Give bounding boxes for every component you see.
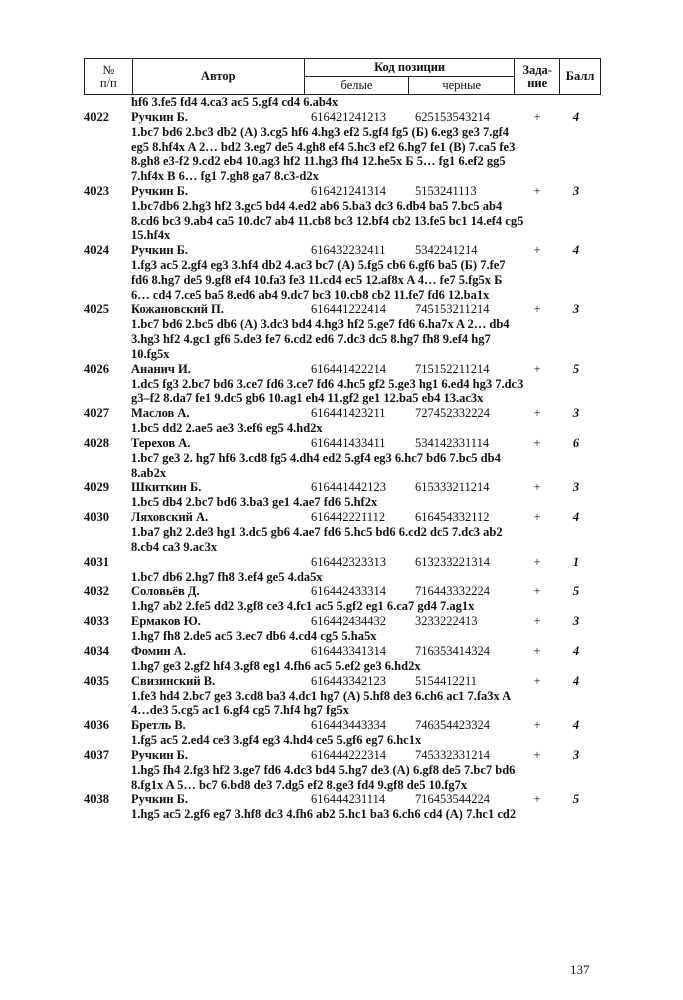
entry-number: 4025 [84, 302, 109, 317]
entry-moves [131, 451, 601, 481]
moves-line: 1.hg5 ac5 2.gf6 eg7 3.hf8 dc3 4.fh6 ab2 5.hc1 ba3 6.ch6 cd4 (A) 7.hc1 cd2 [131, 807, 517, 822]
entry-white-code: 616441423211 [311, 406, 386, 420]
entry-white-code: 616442433314 [311, 584, 386, 599]
entry-moves [131, 495, 601, 510]
moves-line: 1.hg5 fh4 2.fg3 hf2 3.ge7 fd6 4.dc3 bd4 5.hg7 de3 (A) 6.gf8 de5 7.bc7 bd6 [131, 762, 516, 777]
moves-line: g3–f2 8.da7 fe1 9.dc5 gb6 10.ag1 eh4 11.gf2 ge1 12.ba5 eb4 13.ac3x [131, 391, 484, 406]
moves-line: 1.bc7 db6 2.hg7 fh8 3.ef4 ge5 4.da5x [131, 569, 323, 584]
entry-white-code: 616442323313 [311, 554, 386, 569]
entry-task: + [533, 480, 541, 495]
entry-header-row [84, 109, 601, 125]
moves-line: eg5 8.hf4x A 2… bd2 3.eg7 de5 4.gh8 ef4 5.hc3 ef2 6.hg7 fe1 (B) 7.ca5 fe3 [131, 139, 516, 154]
entry-black-code: 534142331114 [415, 435, 490, 450]
entry-moves [131, 629, 601, 644]
entry-number: 4035 [84, 673, 109, 688]
entry-task: + [533, 614, 541, 628]
entry-black-code: 613233221314 [415, 554, 490, 569]
entry-header-row [84, 406, 601, 421]
entry-header-row [84, 614, 601, 629]
entry-white-code: 616441442123 [311, 480, 386, 495]
header-num-sub: п/п [99, 75, 117, 90]
entry-task: + [533, 718, 541, 732]
entry-score: 5 [572, 584, 580, 599]
entry-black-code: 5153241113 [415, 183, 477, 198]
entry-header-row [84, 361, 601, 377]
table-header [84, 58, 601, 95]
entry-number: 4022 [84, 109, 109, 124]
entry [84, 554, 601, 585]
moves-line: 4…de3 5.cg5 ac1 6.gf4 cg5 7.hf4 hg7 fg5x [131, 703, 350, 718]
moves-line: 1.ba7 gh2 2.de3 hg1 3.dc5 gb6 4.ae7 fd6 5.hc5 bd6 6.cd2 dc5 7.dc3 ab2 [131, 525, 503, 539]
header-task-line1: Зада- [522, 62, 552, 77]
entry-moves [131, 525, 601, 555]
entry-number: 4038 [84, 792, 109, 807]
moves-line: fd6 8.hg7 de5 9.gf8 ef4 10.fa3 fe3 11.cd4 ec5 12.af8x A 4… fe7 5.fg5x Б [131, 272, 503, 287]
moves-line: 3.hg3 hf2 4.gc1 gf6 5.de3 fe7 6.cd2 ed6 7.dc3 dc5 8.hg7 fh8 9.ef4 hg7 [131, 332, 491, 346]
entry-task: + [533, 435, 541, 450]
entry-author: Кожановский П. [131, 302, 224, 317]
entry-number: 4029 [84, 480, 109, 495]
entry-number: 4028 [84, 435, 109, 450]
entry-score: 5 [572, 792, 580, 807]
moves-line: 1.bc7 ge3 2. hg7 hf6 3.cd8 fg5 4.dh4 ed2 5.gf4 eg3 6.hc7 bd6 7.bc5 db4 [131, 450, 501, 465]
moves-line: 8.cd6 bc3 9.ab4 ca5 10.dc7 ab4 11.cb8 bc3 12.bf4 cb2 13.fe5 bc1 14.ef4 cg5 [131, 213, 524, 228]
entry-white-code: 616444231114 [311, 792, 386, 807]
entry-header-row [84, 747, 601, 763]
entry-header-row [84, 584, 601, 599]
moves-line: 8.ab2x [131, 465, 167, 480]
entry-black-code: 715152211214 [415, 361, 490, 376]
moves-line: 1.fe3 hd4 2.bc7 ge3 3.cd8 ba3 4.dc1 hg7 (A) 5.hf8 de3 6.ch6 ac1 7.fa3x A [131, 688, 512, 703]
entry [84, 243, 601, 302]
entry-score: 1 [572, 554, 580, 569]
moves-line: 1.hg7 ab2 2.fe5 dd2 3.gf8 ce3 4.fc1 ac5 5.gf2 eg1 6.ca7 gd4 7.ag1x [131, 599, 475, 614]
entry [84, 361, 601, 407]
entry-author: Ручкин Б. [131, 183, 189, 198]
moves-line: 1.bc7db6 2.hg3 hf2 3.gc5 bd4 4.ed2 ab6 5.ba3 dc3 6.db4 ba5 7.bc5 ab4 [131, 198, 503, 213]
moves-line: 1.hg7 ge3 2.gf2 hf4 3.gf8 eg1 4.fh6 ac5 5.ef2 ge3 6.hd2x [131, 658, 421, 673]
entry-author: Свизинский В. [131, 673, 216, 688]
entry-task: + [533, 554, 541, 569]
entry-white-code: 616443341314 [311, 643, 386, 658]
entry [84, 673, 601, 719]
entry-moves [131, 125, 601, 184]
header-white: белые [304, 77, 408, 95]
entry-moves [131, 733, 601, 748]
entry-author: Ручкин Б. [131, 792, 189, 807]
entry-task: + [533, 361, 541, 376]
entry-number: 4026 [84, 361, 109, 376]
entry-number: 4030 [84, 510, 109, 524]
moves-line: 1.dc5 fg3 2.bc7 bd6 3.ce7 fd6 3.ce7 fd6 4.hc5 gf2 5.ge3 hg1 6.ed4 hg3 7.dc3 [131, 376, 524, 391]
entry-white-code: 616432232411 [311, 243, 386, 257]
moves-line: 15.hf4x [131, 228, 171, 243]
entry-number: 4034 [84, 643, 109, 658]
entry-header-row [84, 673, 601, 689]
moves-line: 7.hf4x B 6… fg1 7.gh8 ga7 8.c3-d2x [131, 169, 319, 183]
entry-header-row [84, 718, 601, 733]
entry-author: Ручкин Б. [131, 109, 189, 124]
entry-white-code: 616421241213 [311, 109, 386, 124]
moves-line: 1.fg3 ac5 2.gf4 eg3 3.hf4 db2 4.ac3 bc7 (A) 5.fg5 cb6 6.gf6 ba5 (Б) 7.fe7 [131, 258, 506, 272]
page-number: 137 [570, 962, 590, 977]
entry [84, 109, 601, 184]
entry-author: Терехов А. [131, 435, 191, 450]
entry-score: 5 [572, 361, 580, 376]
entry-header-row [84, 435, 601, 451]
entry-task: + [533, 406, 541, 420]
entry-score: 3 [572, 406, 580, 420]
entry-moves [131, 421, 601, 436]
entry-author: Ручкин Б. [131, 243, 189, 257]
moves-line: 1.bc5 db4 2.bc7 bd6 3.ba3 ge1 4.ae7 fd6 5.hf2x [131, 495, 378, 510]
entry [84, 747, 601, 793]
entry-number: 4031 [84, 554, 109, 569]
entry-task: + [533, 584, 541, 599]
entry-score: 4 [572, 643, 580, 658]
entry-score: 6 [572, 435, 580, 450]
entry-black-code: 5342241214 [415, 243, 478, 257]
entry-score: 3 [572, 183, 580, 198]
entry [84, 435, 601, 481]
entry-author: Шкиткин Б. [131, 480, 202, 495]
moves-line: 1.bc7 bd6 2.bc5 db6 (A) 3.dc3 bd4 4.hg3 hf2 5.ge7 fd6 6.ha7x A 2… db4 [131, 317, 510, 332]
entry-task: + [533, 792, 541, 807]
entry-score: 4 [572, 109, 580, 124]
entry-author: Ручкин Б. [131, 747, 189, 762]
moves-line: 1.hg7 fh8 2.de5 ac5 3.ec7 db6 4.cd4 cg5 5.ha5x [131, 629, 377, 643]
entry-task: + [533, 183, 541, 198]
entry [84, 302, 601, 361]
entry-header-row [84, 480, 601, 495]
entry-header-row [84, 792, 601, 807]
entry-header-row [84, 183, 601, 199]
header-score: Балл [560, 59, 601, 95]
entry-white-code: 616441422214 [311, 361, 386, 376]
entry-score: 4 [572, 510, 580, 524]
entry-number: 4037 [84, 747, 109, 762]
entry-moves [131, 807, 601, 822]
entry-header-row [84, 302, 601, 317]
continued-moves: hf6 3.fe5 fd4 4.ca3 ac5 5.gf4 cd4 6.ab4x [131, 95, 339, 109]
entry-score: 3 [572, 747, 580, 762]
entry-task: + [533, 109, 541, 124]
entry-score: 3 [572, 480, 580, 495]
entry-black-code: 615333211214 [415, 480, 490, 495]
entry-task: + [533, 673, 541, 688]
entry-white-code: 616443443334 [311, 718, 386, 732]
entry [84, 183, 601, 243]
entry-header-row [84, 643, 601, 659]
entry-author: Соловьёв Д. [131, 584, 200, 599]
entry [84, 406, 601, 436]
entry-score: 4 [572, 243, 580, 257]
entry-moves [131, 317, 601, 361]
entry-black-code: 727452332224 [415, 406, 490, 420]
header-author: Автор [132, 59, 304, 95]
header-code: Код позиции [304, 59, 514, 77]
header-task-line2: ние [527, 75, 548, 90]
entry-author: Ляховский А. [131, 510, 209, 524]
entry-white-code: 616442221112 [311, 510, 386, 524]
entry-score: 4 [572, 673, 580, 688]
entry-black-code: 716353414324 [415, 643, 490, 658]
moves-line: 6… cd4 7.ce5 ba5 8.ed6 ab4 9.dc7 bc3 10.cb8 cb2 11.fe7 fd6 12.ba1x [131, 287, 490, 302]
entry-header-row [84, 243, 601, 258]
entry-white-code: 616441433411 [311, 435, 386, 450]
entries-list [84, 95, 601, 822]
entry [84, 643, 601, 674]
entry-black-code: 745153211214 [415, 302, 490, 317]
entry-moves [131, 377, 601, 407]
moves-line: 1.bc5 dd2 2.ae5 ae3 3.ef6 eg5 4.hd2x [131, 421, 323, 435]
entry-moves [131, 659, 601, 674]
entry [84, 510, 601, 555]
entry-header-row [84, 510, 601, 525]
entry-number: 4023 [84, 183, 109, 198]
entry [84, 718, 601, 748]
entry-task: + [533, 747, 541, 762]
entry-header-row [84, 554, 601, 570]
entry-white-code: 616421241314 [311, 183, 386, 198]
entries-container [84, 109, 601, 822]
entry-number: 4032 [84, 584, 109, 599]
entry-black-code: 716443332224 [415, 584, 490, 599]
entry-white-code: 616441222414 [311, 302, 386, 317]
entry-score: 4 [572, 718, 580, 732]
entry-white-code: 616442434432 [311, 614, 386, 628]
entry-author: Ермаков Ю. [131, 614, 201, 628]
entry [84, 614, 601, 644]
entry [84, 480, 601, 510]
entry-task: + [533, 510, 541, 524]
entry-author: Бретль В. [131, 718, 186, 732]
header-black: черные [409, 77, 515, 95]
entry-number: 4033 [84, 614, 109, 628]
entry-black-code: 616454332112 [415, 510, 490, 524]
entry-task: + [533, 243, 541, 257]
entry-moves [131, 199, 601, 243]
entry-black-code: 625153543214 [415, 109, 490, 124]
entry-score: 3 [572, 302, 580, 317]
entry-moves [131, 570, 601, 585]
entry-black-code: 3233222413 [415, 614, 478, 628]
header-num: № [102, 62, 115, 77]
entry-number: 4024 [84, 243, 109, 257]
entry-black-code: 745332331214 [415, 747, 490, 762]
entry-white-code: 616444222314 [311, 747, 386, 762]
entry-author: Маслов А. [131, 406, 190, 420]
entry [84, 792, 601, 822]
header-num-cell [85, 59, 133, 95]
header-task-cell [515, 59, 560, 95]
entry-black-code: 716453544224 [415, 792, 490, 807]
entry-task: + [533, 643, 541, 658]
moves-line: 1.fg5 ac5 2.ed4 ce3 3.gf4 eg3 4.hd4 ce5 5.gf6 eg7 6.hc1x [131, 733, 422, 747]
entry-moves [131, 763, 601, 793]
moves-line: 8.gh8 e3-f2 9.cd2 eb4 10.ag3 hf2 11.hg3 fh4 12.he5x Б 5… fg1 6.ef2 gg5 [131, 154, 506, 169]
entry-white-code: 616443342123 [311, 673, 386, 688]
entry-moves [131, 599, 601, 614]
entry-black-code: 746354423324 [415, 718, 490, 732]
entry-task: + [533, 302, 541, 317]
entry-author: Ананич И. [131, 361, 191, 376]
moves-line: 10.fg5x [131, 346, 170, 361]
entry-author: Фомин А. [131, 643, 186, 658]
entry-black-code: 5154412211 [415, 673, 478, 688]
moves-line: 1.bc7 bd6 2.bc3 db2 (A) 3.cg5 hf6 4.hg3 ef2 5.gf4 fg5 (Б) 6.eg3 ge3 7.gf4 [131, 124, 510, 139]
moves-line: 8.cb4 ca3 9.ac3x [131, 539, 218, 554]
moves-line: 8.fg1x A 5… bc7 6.bd8 de3 7.dg5 ef2 8.ge3 fd4 9.gf8 de5 10.fg7x [131, 777, 468, 792]
entry-moves [131, 258, 601, 302]
entry [84, 584, 601, 614]
entry-number: 4027 [84, 406, 109, 420]
entry-moves [131, 689, 601, 719]
entry-score: 3 [572, 614, 580, 628]
entry-number: 4036 [84, 718, 109, 732]
